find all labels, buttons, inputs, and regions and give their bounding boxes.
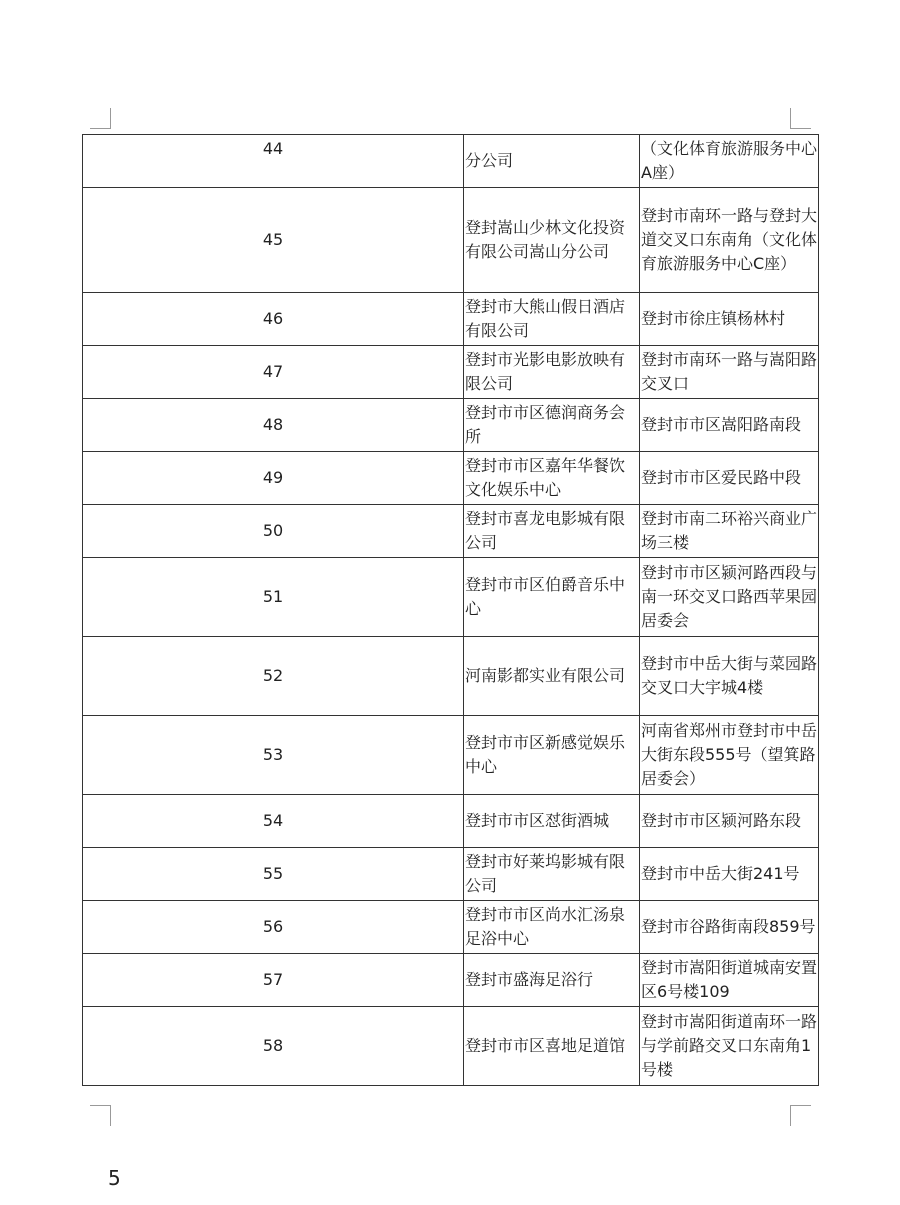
row-number: 44 [83, 135, 464, 188]
venue-table [82, 134, 819, 1086]
row-number: 57 [83, 954, 464, 1007]
company-name: 登封市市区尚水汇汤泉足浴中心 [464, 901, 640, 954]
crop-mark-top-left [90, 108, 111, 129]
company-name: 登封市市区喜地足道馆 [464, 1007, 640, 1086]
row-number: 45 [83, 188, 464, 293]
table-row [83, 346, 819, 399]
row-number: 51 [83, 558, 464, 637]
company-address: 登封市谷路街南段859号 [640, 901, 819, 954]
crop-mark-bottom-right [790, 1105, 811, 1126]
company-address: 登封市市区嵩阳路南段 [640, 399, 819, 452]
company-address: 登封市中岳大街241号 [640, 848, 819, 901]
company-name: 登封市大熊山假日酒店有限公司 [464, 293, 640, 346]
company-address: 河南省郑州市登封市中岳大街东段555号（望箕路居委会） [640, 716, 819, 795]
row-number: 49 [83, 452, 464, 505]
row-number: 55 [83, 848, 464, 901]
row-number: 52 [83, 637, 464, 716]
row-number: 46 [83, 293, 464, 346]
company-address: 登封市嵩阳街道南环一路与学前路交叉口东南角1号楼 [640, 1007, 819, 1086]
table-row [83, 1007, 819, 1086]
company-address: （文化体育旅游服务中心A座） [640, 135, 819, 188]
company-name: 登封市光影电影放映有限公司 [464, 346, 640, 399]
row-number: 56 [83, 901, 464, 954]
company-name: 河南影都实业有限公司 [464, 637, 640, 716]
company-name: 登封市好莱坞影城有限公司 [464, 848, 640, 901]
table-row [83, 901, 819, 954]
table-row [83, 954, 819, 1007]
crop-mark-bottom-left [90, 1105, 111, 1126]
page-number: 5 [108, 1166, 121, 1190]
company-name: 登封市盛海足浴行 [464, 954, 640, 1007]
company-address: 登封市南环一路与登封大道交叉口东南角（文化体育旅游服务中心C座） [640, 188, 819, 293]
table-row [83, 848, 819, 901]
company-name: 登封市市区怼街酒城 [464, 795, 640, 848]
table-row [83, 188, 819, 293]
crop-mark-top-right [790, 108, 811, 129]
company-name: 登封市市区嘉年华餐饮文化娱乐中心 [464, 452, 640, 505]
table-row [83, 558, 819, 637]
company-address: 登封市嵩阳街道城南安置区6号楼109 [640, 954, 819, 1007]
table-row [83, 452, 819, 505]
row-number: 50 [83, 505, 464, 558]
row-number: 58 [83, 1007, 464, 1086]
table-row [83, 505, 819, 558]
row-number: 48 [83, 399, 464, 452]
table-row [83, 637, 819, 716]
table-row [83, 399, 819, 452]
table-row [83, 795, 819, 848]
company-address: 登封市市区颍河路东段 [640, 795, 819, 848]
company-name: 分公司 [464, 135, 640, 188]
company-address: 登封市南环一路与嵩阳路交叉口 [640, 346, 819, 399]
company-address: 登封市市区爱民路中段 [640, 452, 819, 505]
company-address: 登封市南二环裕兴商业广场三楼 [640, 505, 819, 558]
row-number: 47 [83, 346, 464, 399]
company-address: 登封市徐庄镇杨林村 [640, 293, 819, 346]
company-name: 登封市市区新感觉娱乐中心 [464, 716, 640, 795]
company-name: 登封嵩山少林文化投资有限公司嵩山分公司 [464, 188, 640, 293]
company-name: 登封市市区德润商务会所 [464, 399, 640, 452]
company-name: 登封市市区伯爵音乐中心 [464, 558, 640, 637]
row-number: 53 [83, 716, 464, 795]
company-name: 登封市喜龙电影城有限公司 [464, 505, 640, 558]
company-address: 登封市中岳大街与菜园路交叉口大宇城4楼 [640, 637, 819, 716]
row-number: 54 [83, 795, 464, 848]
table-row [83, 716, 819, 795]
company-address: 登封市市区颍河路西段与南一环交叉口路西苹果园居委会 [640, 558, 819, 637]
table-row [83, 135, 819, 188]
table-row [83, 293, 819, 346]
